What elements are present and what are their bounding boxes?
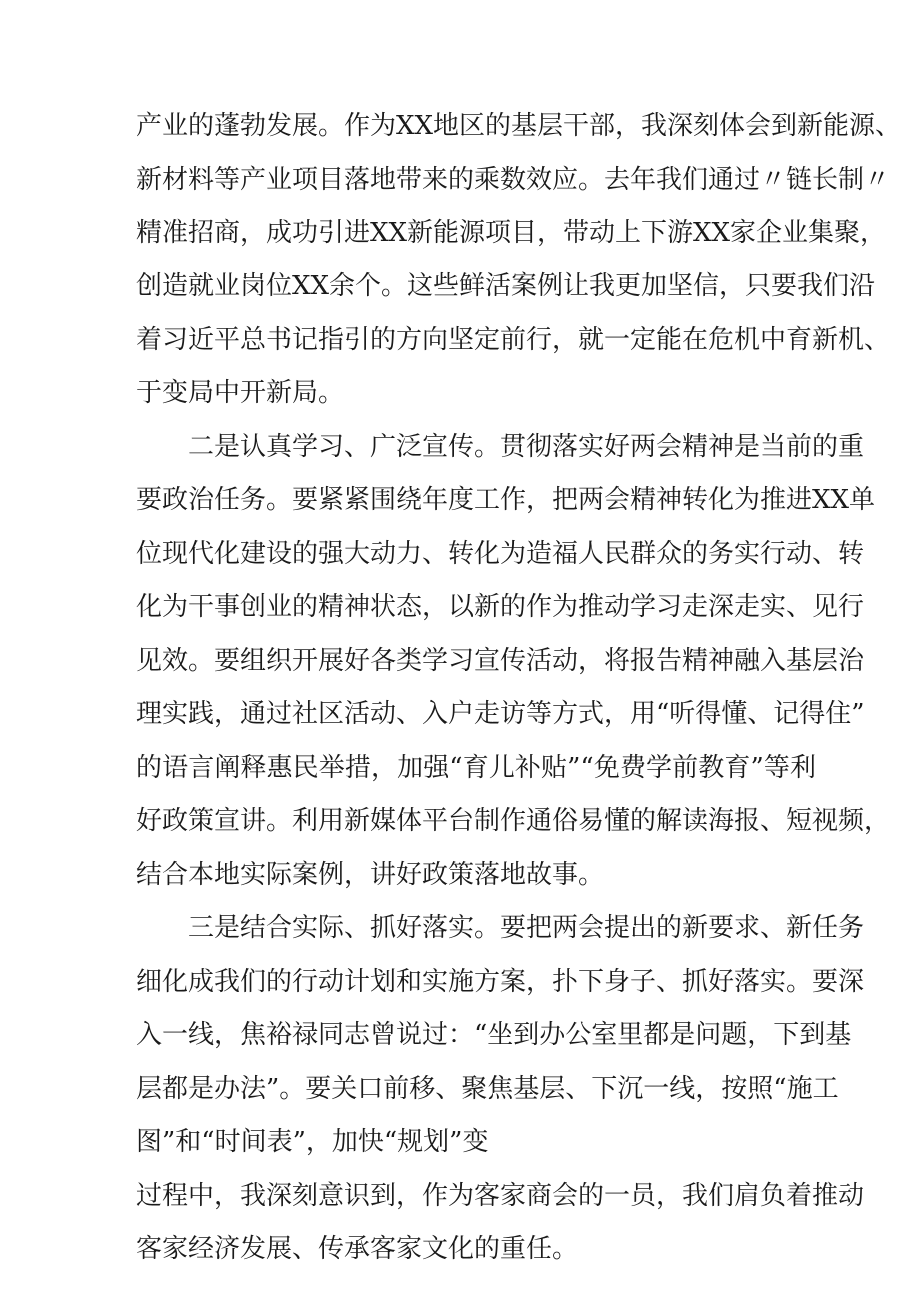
body-line: 产业的蓬勃发展。作为XX地区的基层干部，我深刻体会到新能源、	[136, 111, 902, 141]
body-line: 结合本地实际案例，讲好政策落地故事。	[136, 860, 605, 890]
body-line: 着习近平总书记指引的方向坚定前行，就一定能在危机中育新机、	[136, 325, 891, 355]
body-line: 的语言阐释惠民举措，加强“育儿补贴”“免费学前教育”等利	[136, 753, 816, 783]
body-line: 客家经济发展、传承客家文化的重任。	[136, 1234, 579, 1264]
body-line: 入一线，焦裕禄同志曾说过：“坐到办公室里都是问题，下到基	[136, 1020, 852, 1050]
body-line: 好政策宣讲。利用新媒体平台制作通俗易懂的解读海报、短视频，	[136, 806, 891, 836]
paragraph-heading-line: 三是结合实际、抓好落实。要把两会提出的新要求、新任务	[188, 913, 865, 943]
paragraph-heading-line: 二是认真学习、广泛宣传。贯彻落实好两会精神是当前的重	[188, 432, 865, 462]
body-line: 细化成我们的行动计划和实施方案，扑下身子、抓好落实。要深	[136, 967, 865, 997]
body-line: 于变局中开新局。	[136, 378, 345, 408]
body-line: 见效。要组织开展好各类学习宣传活动，将报告精神融入基层治	[136, 646, 865, 676]
body-line: 创造就业岗位XX余个。这些鲜活案例让我更加坚信，只要我们沿	[136, 271, 876, 301]
body-line: 精准招商，成功引进XX新能源项目，带动上下游XX家企业集聚，	[136, 218, 887, 248]
body-line: 化为干事创业的精神状态，以新的作为推动学习走深走实、见行	[136, 592, 865, 622]
body-line: 位现代化建设的强大动力、转化为造福人民群众的务实行动、转	[136, 539, 865, 569]
body-line: 层都是办法”。要关口前移、聚焦基层、下沉一线，按照“施工	[136, 1074, 839, 1104]
body-line: 理实践，通过社区活动、入户走访等方式，用“听得懂、记得住”	[136, 699, 865, 729]
body-line: 图”和“时间表”，加快“规划”变	[136, 1127, 489, 1157]
body-line: 过程中，我深刻意识到，作为客家商会的一员，我们肩负着推动	[136, 1181, 865, 1211]
body-line: 要政治任务。要紧紧围绕年度工作，把两会精神转化为推进XX单	[136, 485, 876, 515]
body-line: 新材料等产业项目落地带来的乘数效应。去年我们通过〃链长制〃	[136, 165, 891, 195]
